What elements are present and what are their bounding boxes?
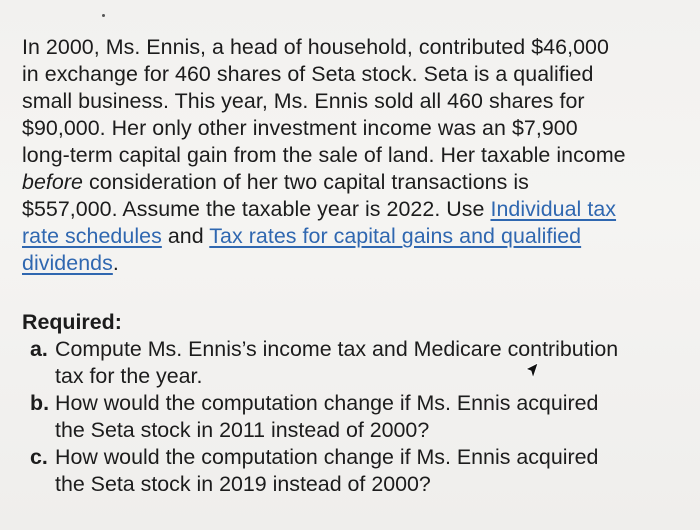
item-text-line: the Seta stock in 2019 instead of 2000? — [55, 472, 431, 496]
item-text-line: How would the computation change if Ms. Ennis acquired — [55, 391, 599, 415]
problem-line-7 — [22, 196, 694, 223]
problem-line-4: $90,000. Her only other investment income was an $7,900 — [22, 116, 578, 140]
problem-line-2: in exchange for 460 shares of Seta stock. Seta is a qualified — [22, 62, 594, 86]
required-section — [22, 309, 694, 498]
capital-gains-tax-rates-link[interactable]: Tax rates for capital gains and qualified — [209, 224, 582, 248]
item-text-line: the Seta stock in 2011 instead of 2000? — [55, 418, 430, 442]
problem-line-6 — [22, 169, 694, 196]
individual-tax-rate-schedules-link-cont[interactable]: rate schedules — [22, 224, 162, 248]
emphasis-before: before — [22, 170, 83, 194]
item-marker: a. — [30, 337, 48, 361]
item-marker: b. — [30, 391, 50, 415]
problem-line-5: long-term capital gain from the sale of land. Her taxable income — [22, 143, 626, 167]
item-text-line: How would the computation change if Ms. Ennis acquired — [55, 445, 599, 469]
stray-dot — [102, 14, 105, 17]
problem-line-1: In 2000, Ms. Ennis, a head of household, contributed $46,000 — [22, 35, 609, 59]
capital-gains-tax-rates-link-cont[interactable]: dividends — [22, 251, 113, 275]
item-marker: c. — [30, 445, 48, 469]
problem-statement — [22, 34, 694, 277]
item-text-line: Compute Ms. Ennis’s income tax and Medicare contribution — [55, 337, 619, 361]
required-item-a — [22, 336, 694, 390]
individual-tax-rate-schedules-link[interactable]: Individual tax — [490, 197, 617, 221]
item-text-line: tax for the year. — [55, 364, 203, 388]
problem-line-8 — [22, 223, 694, 250]
required-heading: Required: — [22, 310, 122, 334]
problem-line-6-rest: consideration of her two capital transactions is — [82, 170, 529, 194]
required-item-b — [22, 390, 694, 444]
problem-line-9-end: . — [112, 251, 119, 275]
problem-line-7-text: $557,000. Assume the taxable year is 2022. Use — [22, 197, 491, 221]
mouse-pointer-icon — [524, 362, 540, 380]
problem-line-9 — [22, 250, 694, 277]
problem-line-8-mid: and — [161, 224, 210, 248]
problem-line-3: small business. This year, Ms. Ennis sold all 460 shares for — [22, 89, 585, 113]
required-item-c — [22, 444, 694, 498]
